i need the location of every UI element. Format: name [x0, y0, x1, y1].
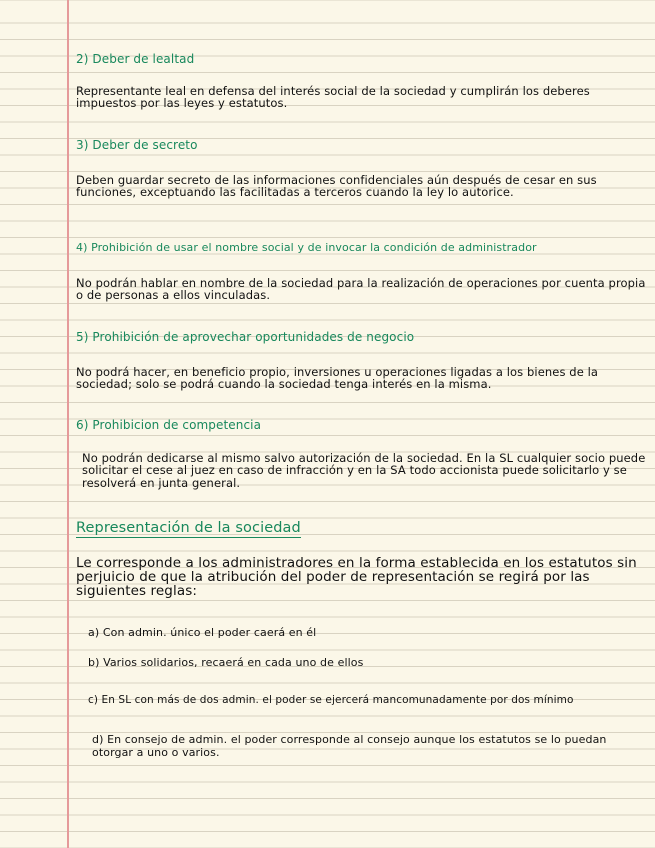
paragraph-representacion: Le corresponde a los administradores en la forma establecida en los estatutos sin perjuicio de que la atribución del poder de representación se regirá por las siguientes reglas:	[76, 555, 637, 599]
list-item-c: c) En SL con más de dos admin. el poder se ejercerá mancomunadamente por dos mínimo	[88, 694, 574, 706]
heading-representacion	[76, 520, 301, 536]
heading-prohibicion-competencia: 6) Prohibicion de competencia	[76, 418, 262, 432]
paragraph-prohibicion-nombre: No podrán hablar en nombre de la sociedad para la realización de operaciones por cuenta propia o de personas a ellos vinculadas.	[76, 276, 646, 303]
heading-deber-lealtad: 2) Deber de lealtad	[76, 52, 195, 66]
heading-prohibicion-oportunidades: 5) Prohibición de aprovechar oportunidades de negocio	[76, 330, 415, 344]
paragraph-prohibicion-oportunidades: No podrá hacer, en beneficio propio, inversiones u operaciones ligadas a los bienes de la sociedad; solo se podrá cuando la sociedad tenga interés en la misma.	[76, 365, 599, 392]
heading-prohibicion-nombre: 4) Prohibición de usar el nombre social y de invocar la condición de administrador	[76, 241, 537, 254]
margin-line	[67, 0, 69, 848]
heading-deber-secreto: 3) Deber de secreto	[76, 138, 198, 152]
heading-representacion-text: Representación de la sociedad	[76, 520, 301, 536]
list-item-b: b) Varios solidarios, recaerá en cada uno de ellos	[88, 656, 364, 669]
list-item-a: a) Con admin. único el poder caerá en él	[88, 626, 317, 639]
paragraph-deber-secreto: Deben guardar secreto de las informaciones confidenciales aún después de cesar en sus funciones, exceptuando las facilitadas a terceros cuando la ley lo autorice.	[76, 173, 597, 200]
paragraph-deber-lealtad: Representante leal en defensa del interés social de la sociedad y cumplirán los deberes impuestos por las leyes y estatutos.	[76, 84, 590, 111]
paragraph-prohibicion-competencia: No podrán dedicarse al mismo salvo autorización de la sociedad. En la SL cualquier socio puede solicitar el cese al juez en caso de infracción y en la SA todo accionista puede solicitarlo y se resolverá en junta general.	[82, 451, 646, 490]
list-item-d: d) En consejo de admin. el poder corresponde al consejo aunque los estatutos se lo puedan otorgar a uno o varios.	[92, 733, 607, 759]
